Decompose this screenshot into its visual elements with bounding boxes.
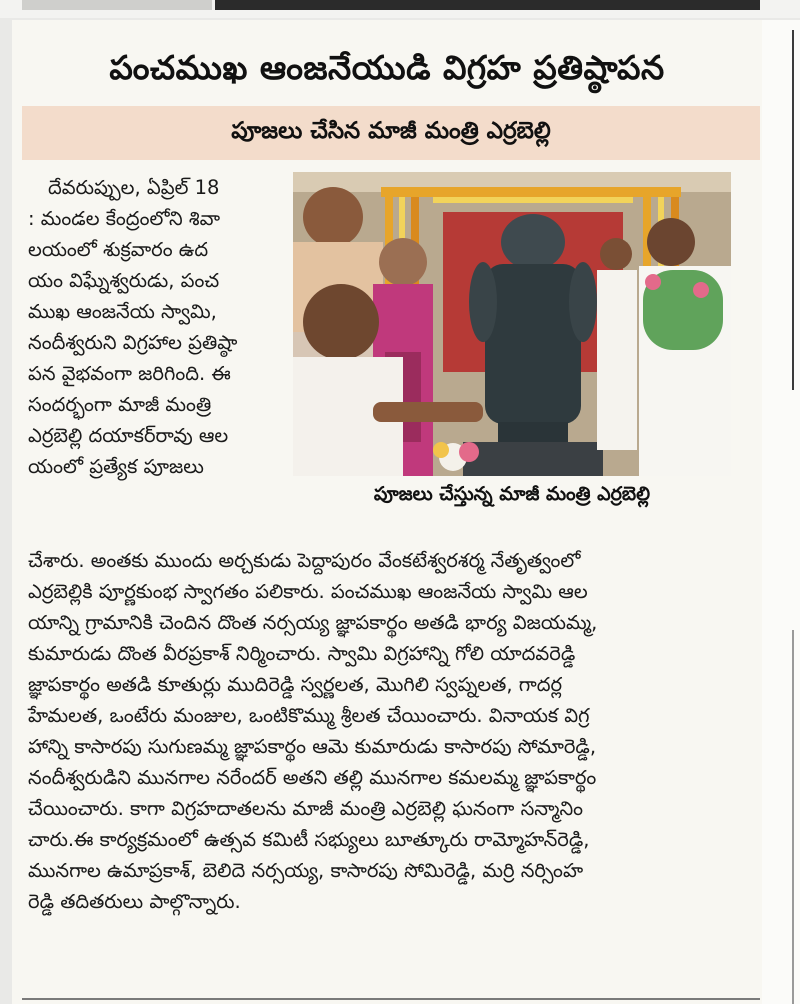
text-line: కుమారుడు దొంత వీరప్రకాశ్ నిర్మించారు. స్వామి విగ్రహాన్ని గోలి యాదవరెడ్డి bbox=[28, 642, 576, 665]
article-photo bbox=[293, 172, 731, 476]
top-strip bbox=[0, 0, 800, 18]
column-divider bbox=[792, 30, 794, 390]
text-line: చేయించారు. కాగా విగ్రహదాతలను మాజీ మంత్రి ఎర్రబెల్లి ఘనంగా సన్మానిం bbox=[28, 797, 584, 820]
text-line: ఎర్రబెల్లి దయాకర్‌రావు ఆల bbox=[28, 424, 229, 447]
text-line: రెడ్డి తదితరులు పాల్గొన్నారు. bbox=[28, 890, 241, 913]
text-line: ముఖ ఆంజనేయ స్వామి, bbox=[28, 300, 217, 323]
text-line: హేమలత, ఒంటేరు మంజుల, ఒంటికొమ్ము శ్రీలత చేయించారు. వినాయక విగ్ర bbox=[28, 704, 590, 727]
text-line: హాన్ని కాసారపు సుగుణమ్మ జ్ఞాపకార్థం ఆమె కుమారుడు కాసారపు సోమారెడ్డి, bbox=[28, 735, 597, 758]
column-divider bbox=[792, 630, 794, 1004]
text-line: యంలో ప్రత్యేక పూజలు bbox=[28, 455, 204, 478]
text-line: దేవరుప్పుల, ఏప్రిల్ 18 bbox=[48, 176, 220, 199]
text-line: యం విఘ్నేశ్వరుడు, పంచ bbox=[28, 269, 220, 292]
text-line: ఎర్రబెల్లికి పూర్ణకుంభ స్వాగతం పలికారు. పంచముఖ ఆంజనేయ స్వామి ఆల bbox=[28, 580, 588, 603]
text-line: యాన్ని గ్రామానికి చెందిన దొంత నర్సయ్య జ్ఞాపకార్థం అతడి భార్య విజయమ్మ, bbox=[28, 611, 598, 634]
adjacent-column-edge bbox=[762, 20, 800, 1004]
text-line: నందీశ్వరుని విగ్రహాల ప్రతిష్ఠా bbox=[28, 331, 238, 354]
text-line: మునగాల ఉమాప్రకాశ్, బెలిదె నర్సయ్య, కాసారపు సోమిరెడ్డి, మర్రి నర్సింహ bbox=[28, 859, 584, 882]
top-strip-dark-bar bbox=[215, 0, 760, 10]
text-line: : మండల కేంద్రంలోని శివా bbox=[28, 207, 221, 230]
top-strip-segment bbox=[22, 0, 212, 10]
text-line: నందీశ్వరుడిని మునగాల నరేందర్ అతని తల్లి మునగాల కమలమ్మ జ్ఞాపకార్థం bbox=[28, 766, 597, 789]
temple-idol-photo bbox=[293, 172, 731, 476]
photo-caption: పూజలు చేస్తున్న మాజీ మంత్రి ఎర్రబెల్లి bbox=[373, 483, 651, 505]
left-column-text bbox=[28, 172, 290, 482]
article-subheadline: పూజలు చేసిన మాజీ మంత్రి ఎర్రబెల్లి bbox=[231, 118, 551, 144]
text-line: పన వైభవంగా జరిగింది. ఈ bbox=[28, 362, 231, 385]
bottom-divider bbox=[22, 998, 760, 1000]
text-line: సందర్భంగా మాజీ మంత్రి bbox=[28, 393, 212, 416]
text-line: జ్ఞాపకార్థం అతడి కూతుర్లు ముదిరెడ్డి స్వర్ణలత, మొగిలి స్వప్నలత, గాదర్ల bbox=[28, 673, 563, 696]
text-line: చేశారు. అంతకు ముందు అర్చకుడు పెద్దాపురం వేంకటేశ్వరశర్మ నేతృత్వంలో bbox=[28, 549, 581, 572]
text-line: చారు.ఈ కార్యక్రమంలో ఉత్సవ కమిటీ సభ్యులు బూత్కూరు రామ్మోహన్‌రెడ్డి, bbox=[28, 828, 590, 851]
article-headline: పంచముఖ ఆంజనేయుడి విగ్రహ ప్రతిష్ఠాపన bbox=[109, 48, 665, 87]
text-line: లయంలో శుక్రవారం ఉద bbox=[28, 238, 209, 261]
full-width-text bbox=[28, 545, 763, 917]
